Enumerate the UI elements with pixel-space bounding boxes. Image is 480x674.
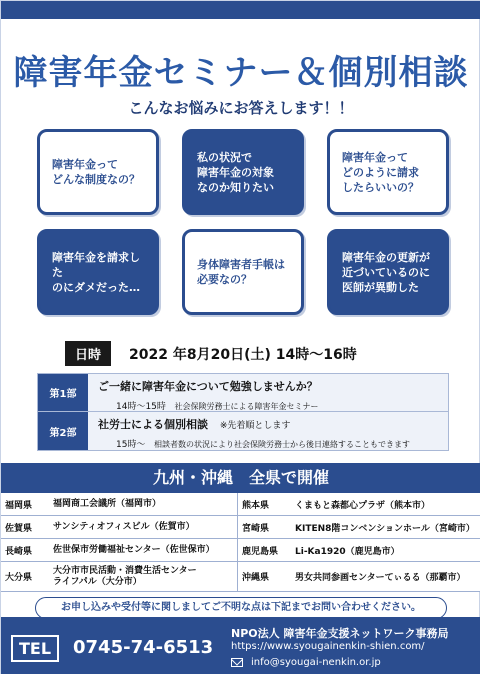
venue-name: くまもと森都心プラザ（熊本市） [295, 500, 431, 511]
schedule-part-label: 第1部 [38, 374, 88, 411]
schedule-part-label: 第2部 [38, 412, 88, 450]
venue-prefecture: 福岡県 [5, 500, 33, 511]
concern-card: 身体障害者手帳は 必要なの？ [182, 229, 304, 315]
schedule-title-text: 社労士による個別相談 [98, 418, 208, 431]
schedule-body [88, 412, 448, 450]
organization-name: NPO法人 障害年金支援ネットワーク事務局 [231, 627, 449, 640]
email-link[interactable]: info@syougai-nenkin.or.jp [251, 657, 381, 668]
venue-name: 福岡商工会議所（福岡市） [53, 498, 162, 509]
venue-prefecture: 大分県 [5, 573, 33, 583]
venue-row [1, 516, 480, 539]
date-value: 2022 年8月20日(土) 14時～16時 [129, 346, 357, 363]
venue-prefecture: 佐賀県 [5, 523, 33, 534]
venue-prefecture: 熊本県 [237, 493, 289, 515]
venue-prefecture: 宮崎県 [237, 516, 289, 538]
schedule-detail-text: 社会保険労務士による障害年金セミナー [174, 402, 319, 411]
region-banner: 九州・沖縄 全県で開催 [1, 463, 480, 493]
venue-name: サンシティオフィスビル（佐賀市） [53, 521, 195, 532]
website-link[interactable]: https://www.syougainenkin-shien.com/ [231, 641, 425, 652]
schedule-row [38, 412, 448, 450]
venue-name: 男女共同参画センターてぃるる（那覇市） [295, 573, 466, 583]
concern-card: 障害年金って どんな制度なの？ [37, 129, 159, 215]
venue-prefecture: 沖縄県 [237, 562, 289, 591]
email-row [231, 657, 381, 668]
venue-name: Li-Ka1920（鹿児島市） [295, 546, 400, 557]
schedule-detail-text: 相談者数の状況により社会保険労務士から後日連絡することもできます [154, 440, 410, 449]
venue-name: KITEN8階コンベンションホール（宮崎市） [295, 523, 475, 534]
venue-prefecture: 長崎県 [5, 546, 33, 557]
page-title: 障害年金セミナー＆個別相談 [13, 53, 469, 93]
concern-card: 障害年金の更新が 近づいているのに 医師が異動した [327, 229, 449, 315]
venue-row [1, 562, 480, 592]
schedule-table [37, 373, 449, 451]
page-subtitle: こんなお悩みにお答えします！！ [128, 99, 354, 117]
inquiry-notice: お申し込みや受付等に関しましてご不明な点は下記までお問い合わせください。 [35, 597, 447, 619]
schedule-title [98, 416, 438, 432]
schedule-time: 14時～15時 [116, 402, 166, 412]
schedule-body [88, 374, 448, 411]
top-accent-bar [1, 1, 480, 19]
schedule-time: 15時～ [116, 440, 146, 450]
venue-name: 大分市市民活動・消費生活センター ライフパル（大分市） [53, 565, 197, 587]
tel-label: TEL [11, 635, 59, 662]
mail-icon [231, 658, 243, 667]
schedule-title [98, 378, 438, 394]
venue-row [1, 539, 480, 562]
schedule-row [38, 374, 448, 412]
concern-cards [37, 129, 449, 319]
date-label: 日時 [65, 341, 111, 366]
venue-row [1, 493, 480, 516]
event-date-row [65, 341, 357, 366]
contact-footer [1, 617, 480, 674]
schedule-detail [116, 399, 438, 412]
concern-card: 私の状況で 障害年金の対象 なのか知りたい [182, 129, 304, 215]
schedule-detail [116, 437, 438, 450]
schedule-title-text: ご一緒に障害年金について勉強しませんか？ [98, 380, 318, 393]
concern-card: 障害年金って どのように請求 したらいいの？ [327, 129, 449, 215]
concern-card: 障害年金を請求した のにダメだった… [37, 229, 159, 315]
phone-number[interactable]: 0745-74-6513 [73, 637, 214, 658]
schedule-note: ※先着順とします [219, 421, 291, 431]
venue-name: 佐世保市労働福祉センター（佐世保市） [53, 544, 215, 555]
venue-prefecture: 鹿児島県 [237, 539, 289, 561]
venue-table [1, 493, 480, 592]
